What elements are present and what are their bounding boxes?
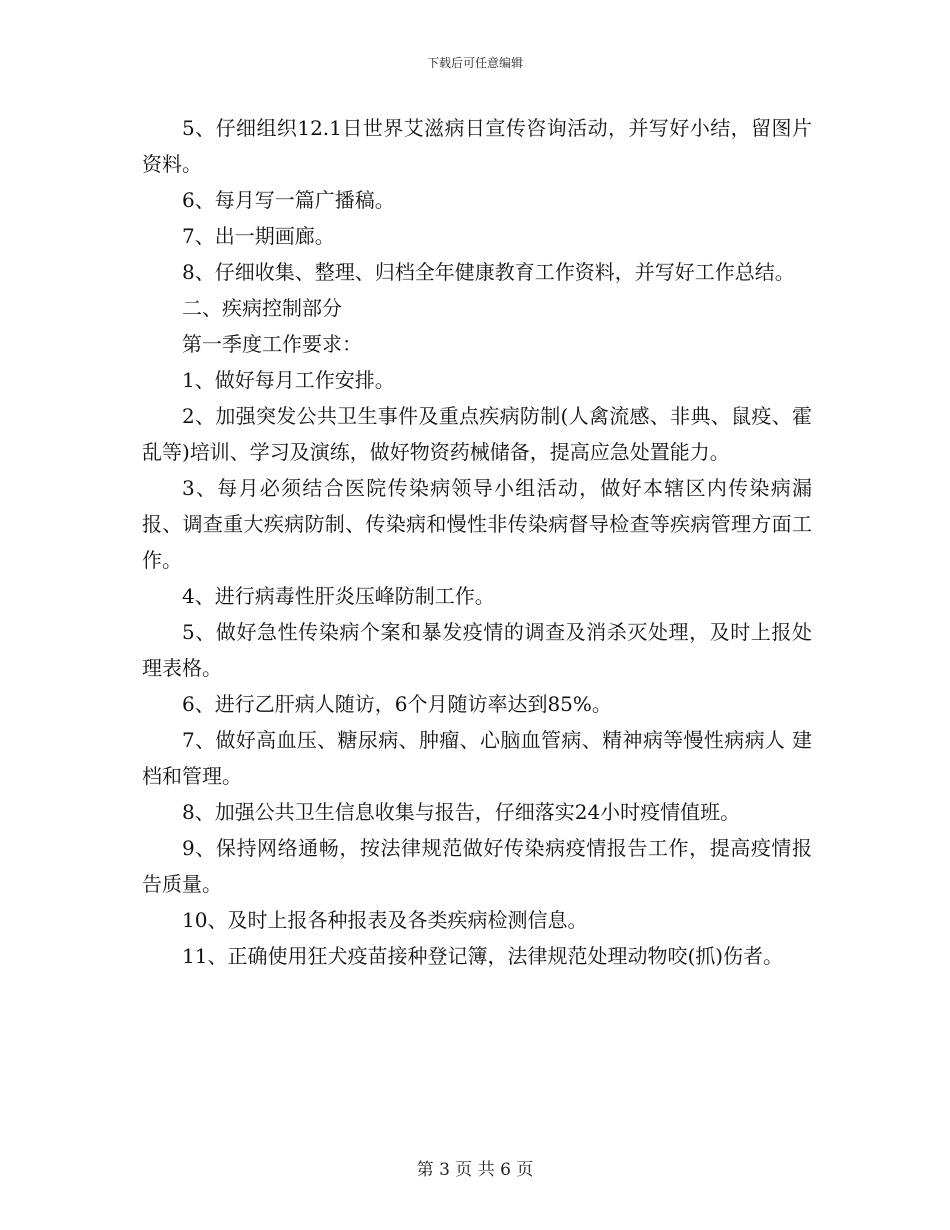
paragraph-item-11-rabies: 11、正确使用狂犬疫苗接种登记簿，法律规范处理动物咬(抓)伤者。 <box>182 944 784 968</box>
paragraph-item-6-broadcast: 6、每月写一篇广播稿。 <box>182 188 395 212</box>
document-body <box>142 110 812 974</box>
paragraph-item-9-network: 9、保持网络通畅，按法律规范做好传染病疫情报告工作，提高疫情报告质量。 <box>142 836 812 896</box>
paragraph-item-7-gallery: 7、出一期画廊。 <box>182 224 335 248</box>
page-header: 下载后可任意编辑 <box>426 56 523 70</box>
paragraph-item-7-chronic: 7、做好高血压、糖尿病、肿瘤、心脑血管病、精神病等慢性病病人 建档和管理。 <box>142 728 812 788</box>
subheading-first-quarter: 第一季度工作要求： <box>182 332 362 356</box>
paragraph-item-8-reporting: 8、加强公共卫生信息收集与报告，仔细落实24小时疫情值班。 <box>182 800 741 824</box>
page-number-footer: 第 3 页 共 6 页 <box>416 1160 534 1180</box>
paragraph-item-1-monthly-plan: 1、做好每月工作安排。 <box>182 368 395 392</box>
paragraph-item-3-infectious: 3、每月必须结合医院传染病领导小组活动，做好本辖区内传染病漏报、调查重大疾病防制、传染病和慢性非传染病督导检查等疾病管理方面工作。 <box>142 476 812 572</box>
paragraph-item-10-reports: 10、及时上报各种报表及各类疾病检测信息。 <box>182 908 588 932</box>
paragraph-item-4-hepatitis: 4、进行病毒性肝炎压峰防制工作。 <box>182 584 495 608</box>
section-heading-disease-control: 二、疾病控制部分 <box>182 296 342 320</box>
paragraph-item-8-archive: 8、仔细收集、整理、归档全年健康教育工作资料，并写好工作总结。 <box>182 260 795 284</box>
paragraph-item-2-emergency: 2、加强突发公共卫生事件及重点疾病防制(人禽流感、非典、鼠疫、霍乱等)培训、学习及演练，做好物资药械储备，提高应急处置能力。 <box>142 404 812 464</box>
paragraph-item-6-hepatitis-b: 6、进行乙肝病人随访，6个月随访率达到85%。 <box>182 692 612 716</box>
paragraph-item-5-outbreak: 5、做好急性传染病个案和暴发疫情的调查及消杀灭处理，及时上报处理表格。 <box>142 620 812 680</box>
paragraph-item-5-aids-day: 5、仔细组织12.1日世界艾滋病日宣传咨询活动，并写好小结，留图片资料。 <box>142 116 812 176</box>
